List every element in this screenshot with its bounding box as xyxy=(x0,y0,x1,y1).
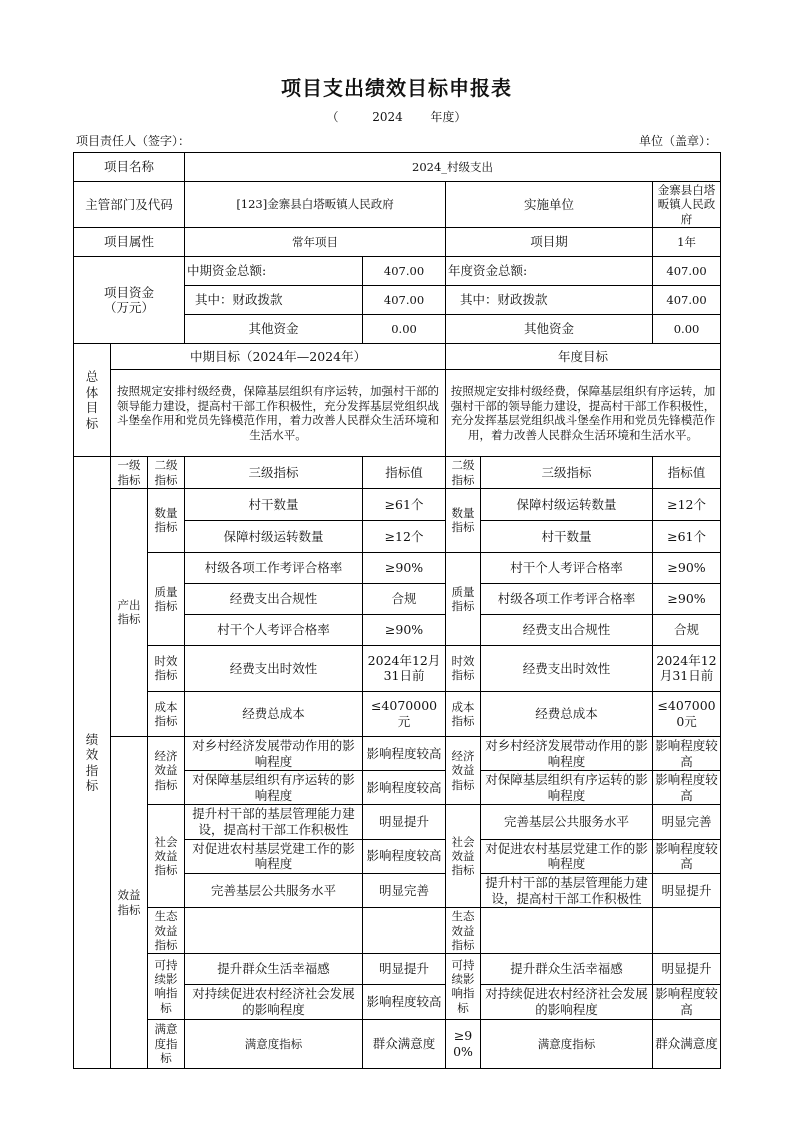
year-name: 经费支出时效性 xyxy=(481,645,653,691)
mid-name: 提升群众生活幸福感 xyxy=(185,954,363,985)
mid-value: 影响程度较高 xyxy=(363,839,446,873)
table-row xyxy=(74,908,721,954)
table-row xyxy=(74,645,721,691)
row-funds-total xyxy=(74,257,721,286)
h-l2: 二级指标 xyxy=(148,457,185,489)
year-fin-label: 其中：财政拨款 xyxy=(446,286,653,315)
h-l3: 三级指标 xyxy=(185,457,363,489)
goals-label: 总体目标 xyxy=(74,344,111,457)
year-value: 明显提升 xyxy=(653,954,721,985)
mid-value: 明显完善 xyxy=(363,873,446,907)
performance-table xyxy=(73,152,721,1069)
year-value: ≥61个 xyxy=(653,520,721,552)
project-name-label: 项目名称 xyxy=(74,153,185,182)
mid-value: ≥90% xyxy=(363,614,446,645)
dept-value: [123]金寨县白塔畈镇人民政府 xyxy=(185,182,446,228)
mid-value-empty xyxy=(363,908,446,954)
year-value: 影响程度较高 xyxy=(653,736,721,770)
mid-name: 经费支出时效性 xyxy=(185,645,363,691)
year-value: 2024 xyxy=(372,110,403,124)
row-perf-header xyxy=(74,457,721,489)
mid-goal-header: 中期目标（2024年—2024年） xyxy=(111,344,446,370)
mid-total-label: 中期资金总额: xyxy=(185,257,363,286)
eco-label: 生态效益指标 xyxy=(148,908,185,954)
benefit-label: 效益指标 xyxy=(111,736,148,1069)
year-name: 提升村干部的基层管理能力建设，提高村干部工作积极性 xyxy=(481,873,653,907)
year-value: ≤4070000元 xyxy=(653,691,721,736)
h-l2b: 二级指标 xyxy=(446,457,481,489)
mid-other: 0.00 xyxy=(363,315,446,344)
row-goals-text xyxy=(74,370,721,457)
year-value-empty xyxy=(653,908,721,954)
mid-fin: 407.00 xyxy=(363,286,446,315)
mid-value: 影响程度较高 xyxy=(363,736,446,770)
responsible-label: 项目责任人（签字）： xyxy=(76,134,191,148)
year-value: 合规 xyxy=(653,614,721,645)
year-name: 对持续促进农村经济社会发展的影响程度 xyxy=(481,985,653,1019)
year-name: 完善基层公共服务水平 xyxy=(481,805,653,839)
mid-name-empty xyxy=(185,908,363,954)
exec-unit-value: 金寨县白塔畈镇人民政府 xyxy=(653,182,721,228)
quantity-label-b: 数量指标 xyxy=(446,488,481,552)
quantity-label: 数量指标 xyxy=(148,488,185,552)
mid-name: 对持续促进农村经济社会发展的影响程度 xyxy=(185,985,363,1019)
year-name: 村干个人考评合格率 xyxy=(481,552,653,583)
mid-value: 影响程度较高 xyxy=(363,985,446,1019)
year-name: 村级各项工作考评合格率 xyxy=(481,583,653,614)
satisfaction-l1-label: 满意度指标 xyxy=(148,1019,185,1069)
h-valb: 指标值 xyxy=(653,457,721,489)
table-row xyxy=(74,736,721,770)
mid-name: 保障村级运转数量 xyxy=(185,520,363,552)
year-name: 经费总成本 xyxy=(481,691,653,736)
h-val: 指标值 xyxy=(363,457,446,489)
period-value: 1年 xyxy=(653,228,721,257)
year-value: 影响程度较高 xyxy=(653,839,721,873)
mid-value: 2024年12月31日前 xyxy=(363,645,446,691)
economic-label-b: 经济效益指标 xyxy=(446,736,481,805)
mid-name: 村干个人考评合格率 xyxy=(185,614,363,645)
year-value: ≥90% xyxy=(653,552,721,583)
year-value: ≥12个 xyxy=(653,488,721,520)
year-value: ≥90% xyxy=(653,583,721,614)
year-open: （ xyxy=(326,110,339,124)
table-row xyxy=(74,805,721,839)
attr-value: 常年项目 xyxy=(185,228,446,257)
perf-label: 绩效指标 xyxy=(74,457,111,1069)
social-label: 社会效益指标 xyxy=(148,805,185,908)
year-name: 经费支出合规性 xyxy=(481,614,653,645)
mid-name: 对促进农村基层党建工作的影响程度 xyxy=(185,839,363,873)
year-name: 提升群众生活幸福感 xyxy=(481,954,653,985)
mid-name: 提升村干部的基层管理能力建设，提高村干部工作积极性 xyxy=(185,805,363,839)
mid-value: ≥90% xyxy=(446,1019,481,1069)
year-close: 年度） xyxy=(430,110,467,124)
year-name: 保障村级运转数量 xyxy=(481,488,653,520)
mid-value: ≥61个 xyxy=(363,488,446,520)
year-name: 对保障基层组织有序运转的影响程度 xyxy=(481,771,653,805)
mid-name: 经费支出合规性 xyxy=(185,583,363,614)
row-goals-header xyxy=(74,344,721,370)
year-name: 对乡村经济发展带动作用的影响程度 xyxy=(481,736,653,770)
mid-value: ≥90% xyxy=(363,552,446,583)
year-name-empty xyxy=(481,908,653,954)
sustain-label: 可持续影响指标 xyxy=(148,954,185,1019)
year-name: 群众满意度 xyxy=(653,1019,721,1069)
mid-other-label: 其他资金 xyxy=(185,315,363,344)
mid-value: 影响程度较高 xyxy=(363,771,446,805)
quality-label-b: 质量指标 xyxy=(446,552,481,645)
funds-label: 项目资金（万元） xyxy=(74,257,185,344)
row-attr xyxy=(74,228,721,257)
row-dept xyxy=(74,182,721,228)
mid-name: 村级各项工作考评合格率 xyxy=(185,552,363,583)
year-value: 影响程度较高 xyxy=(653,771,721,805)
mid-value: ≥12个 xyxy=(363,520,446,552)
row-project-name xyxy=(74,153,721,182)
period-label: 项目期 xyxy=(446,228,653,257)
timeliness-label-b: 时效指标 xyxy=(446,645,481,691)
year-name: 村干数量 xyxy=(481,520,653,552)
mid-name: 群众满意度 xyxy=(363,1019,446,1069)
year-other: 0.00 xyxy=(653,315,721,344)
year-value: 明显完善 xyxy=(653,805,721,839)
table-row xyxy=(74,552,721,583)
social-label-b: 社会效益指标 xyxy=(446,805,481,908)
table-row xyxy=(74,691,721,736)
quality-label: 质量指标 xyxy=(148,552,185,645)
mid-value: 明显提升 xyxy=(363,805,446,839)
mid-name: 对保障基层组织有序运转的影响程度 xyxy=(185,771,363,805)
timeliness-label: 时效指标 xyxy=(148,645,185,691)
year-goal-header: 年度目标 xyxy=(446,344,721,370)
satisfaction-l2-label-b: 满意度指标 xyxy=(481,1019,653,1069)
h-l3b: 三级指标 xyxy=(481,457,653,489)
year-fin: 407.00 xyxy=(653,286,721,315)
eco-label-b: 生态效益指标 xyxy=(446,908,481,954)
year-goal-text: 按照规定安排村级经费，保障基层组织有序运转，加强村干部的领导能力建设，提高村干部工作积极性，充分发挥基层党组织战斗堡垒作用和党员先锋模范作用，着力改善人民群众生活环境和生活水平。 xyxy=(446,370,721,457)
sustain-label-b: 可持续影响指标 xyxy=(446,954,481,1019)
page-title: 项目支出绩效目标申报表 xyxy=(281,76,512,100)
table-row xyxy=(74,1019,721,1069)
exec-unit-label: 实施单位 xyxy=(446,182,653,228)
h-l1: 一级指标 xyxy=(111,457,148,489)
attr-label: 项目属性 xyxy=(74,228,185,257)
mid-name: 村干数量 xyxy=(185,488,363,520)
table-row xyxy=(74,954,721,985)
cost-label-b: 成本指标 xyxy=(446,691,481,736)
year-name: 对促进农村基层党建工作的影响程度 xyxy=(481,839,653,873)
table-row xyxy=(74,488,721,520)
mid-value: 合规 xyxy=(363,583,446,614)
year-value: 2024年12月31日前 xyxy=(653,645,721,691)
mid-value: 明显提升 xyxy=(363,954,446,985)
mid-goal-text: 按照规定安排村级经费，保障基层组织有序运转，加强村干部的领导能力建设，提高村干部工作积极性，充分发挥基层党组织战斗堡垒作用和党员先锋模范作用，着力改善人民群众生活环境和生活水平。 xyxy=(111,370,446,457)
mid-name: 对乡村经济发展带动作用的影响程度 xyxy=(185,736,363,770)
dept-label: 主管部门及代码 xyxy=(74,182,185,228)
mid-name: 完善基层公共服务水平 xyxy=(185,873,363,907)
mid-name: 经费总成本 xyxy=(185,691,363,736)
economic-label: 经济效益指标 xyxy=(148,736,185,805)
year-value: 影响程度较高 xyxy=(653,985,721,1019)
project-name: 2024_村级支出 xyxy=(185,153,721,182)
year-other-label: 其他资金 xyxy=(446,315,653,344)
mid-value: ≤4070000元 xyxy=(363,691,446,736)
cost-label: 成本指标 xyxy=(148,691,185,736)
year-line xyxy=(0,108,793,125)
output-label: 产出指标 xyxy=(111,488,148,736)
year-value: 明显提升 xyxy=(653,873,721,907)
satisfaction-l2-label: 满意度指标 xyxy=(185,1019,363,1069)
mid-total: 407.00 xyxy=(363,257,446,286)
mid-fin-label: 其中：财政拨款 xyxy=(185,286,363,315)
unit-label: 单位（盖章）： xyxy=(638,134,717,148)
year-total-label: 年度资金总额: xyxy=(446,257,653,286)
year-total: 407.00 xyxy=(653,257,721,286)
